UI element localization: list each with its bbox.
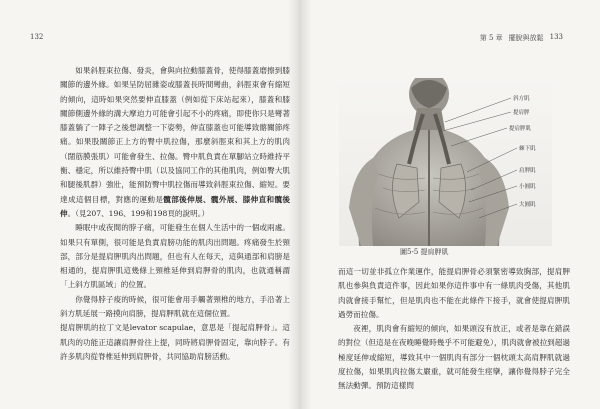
figure-label-5: 肩胛肌 xyxy=(519,168,536,174)
figure-label-2: 提肩胛 xyxy=(513,110,530,116)
left-paragraph xyxy=(60,293,290,322)
figure-label-6: 小圓肌 xyxy=(519,184,536,190)
figure-label-1: 斜方肌 xyxy=(513,96,530,102)
left-page-number: 132 xyxy=(30,33,44,41)
right-paragraph: 夜裡，肌肉會有縮短的傾向，如果頭沒有放正，或者是靠在錯誤的對位（但這是在夜晚睡覺時幾乎不可能避免），肌肉就會被拉到超過極度延伸或縮短，導致其中一個肌肉有部分一個枕頭太高肩胛肌就過度拉傷，如果肌肉拉傷太嚴重，就可能發生痙攣，讓你覺得脖子完全無法動彈。預防這樣問 xyxy=(338,324,570,391)
back-muscles-illustration xyxy=(339,78,552,246)
chapter-number: 第 5 章 xyxy=(479,34,503,42)
paragraph-text: 如果斜脛束拉傷、發炎，會與向拉動膝蓋骨，使得膝蓋磨擦到膝關節的邊外緣。如果呈防屈雜姿或膝蓋長時間彎曲，斜脛束會有縮短的傾向，這時如果突然要伸直膝蓋（例如從下床站起來），膝蓋和膝關節側邊外緣的溝大摩迫力可能會引起不小的疼痛，即使你只是彎著膝蓋躺了一陣子之後想調整一下姿勢，伸直膝蓋也可能導致髂關節疼痛。如果股關節正上方的臀中肌拉傷，那麼斜脛束和其上方的肌肉（闊筋膜張肌）可能會發生、拉傷。臀中肌負責在單腳站立時維持平衡、穩定，所以維持臀中肌（以及協同工作的其他肌肉，例如臀大肌和腿後肌群）強壯，能預防臀中肌拉傷而導致斜脛束拉傷、縮短。要達成這個目標，對應的運動是 xyxy=(60,66,290,204)
chapter-title: 擺脫與放鬆 xyxy=(508,34,544,42)
left-paragraph xyxy=(60,221,290,292)
right-page-number: 133 xyxy=(549,33,563,41)
right-running-header xyxy=(480,33,563,43)
paragraph-text: 睡眠中或夜間的脖子痛，可能發生在個人生活中的一個或兩處。如果只有單側，很可能是負責肩膀功能的肌肉出問題。疼痛發生於頸部，部分是提肩胛肌肉出問題，但也有人在每天，這與通部和肩膀是相通的，提肩胛肌這幾條上頸椎延伸到肩胛骨的肌肉，也就通稱謂「上斜方肌區域」的位置。 xyxy=(60,223,290,290)
paragraph-text: 你覺得脖子痠的時候，很可能會用手觸著頸椎的地方，手沿著上斜方肌延展一路摸向肩膀，提肩胛肌就在這個位置。 xyxy=(60,294,290,319)
right-page-body xyxy=(338,265,570,394)
figure-caption: 圖5-5 提肩胛肌 xyxy=(400,248,449,256)
figure-label-3: 提肩胛肌 xyxy=(509,126,532,132)
left-paragraph xyxy=(60,321,290,364)
figure-label-4: 棘下肌 xyxy=(519,146,536,152)
figure-label-7: 大圓肌 xyxy=(519,202,536,208)
anatomy-figure xyxy=(339,78,552,246)
paragraph-text: 提肩胛肌的拉丁文是levator scapulae，意思是「提起肩胛骨」。這肌肉的功能正這讓肩胛骨往上提，同時將肩胛骨固定，靠向脖子。有許多肌肉從脊椎延伸到肩胛骨，共同協助肩膀活動。 xyxy=(60,323,290,361)
left-paragraph xyxy=(60,64,290,221)
left-page-body xyxy=(60,64,290,364)
paragraph-text: 。（見207、196、199和198頁的說明。） xyxy=(67,208,210,218)
right-paragraph: 而這一切並非孤立作業運作，能提肩胛骨必須緊密導致胸部，提肩胛肌也參與負責這件事，因此如果你這件事中有一條肌肉受傷，其他肌肉就會接手幫忙，但是肌肉也不能在此條件下接手，就會使提肩胛肌過勞而拉傷。 xyxy=(338,267,570,319)
emphasized-text: 髖部後伸展、髖外展、膝伸直和髖後伸 xyxy=(60,194,291,218)
